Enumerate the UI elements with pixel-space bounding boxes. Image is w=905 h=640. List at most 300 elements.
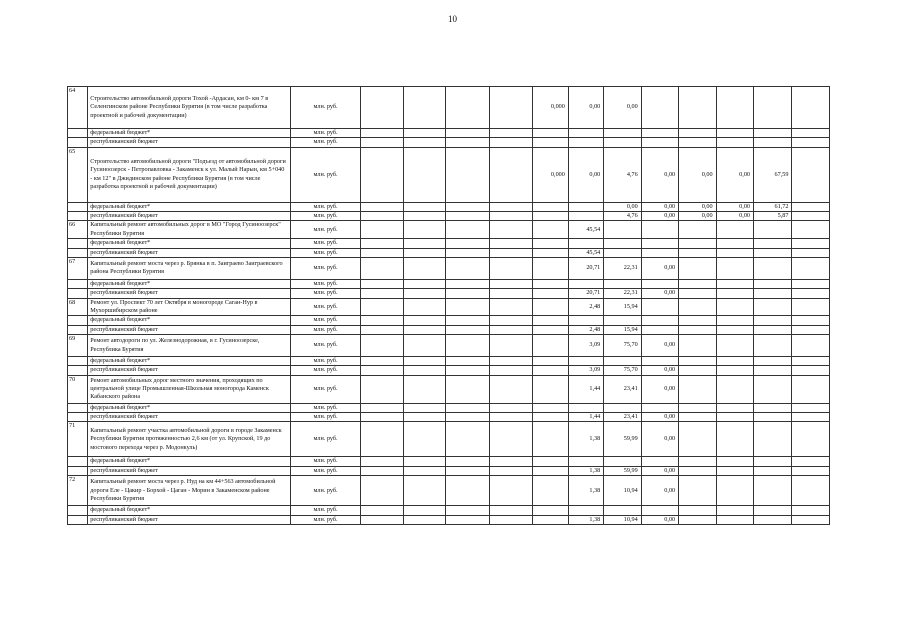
value-cell <box>446 466 490 475</box>
value-cell <box>361 316 404 325</box>
value-cell <box>361 147 404 202</box>
table-row-budget-line <box>68 413 830 422</box>
value-cell <box>679 357 716 366</box>
value-cell: 1,38 <box>568 422 603 457</box>
value-cell: 0,00 <box>641 289 678 298</box>
table-row-budget-line <box>68 515 830 524</box>
value-cell <box>679 422 716 457</box>
value-cell <box>533 335 568 357</box>
value-cell <box>361 221 404 239</box>
value-cell <box>754 325 792 334</box>
value-cell <box>489 138 533 147</box>
value-cell <box>716 87 753 129</box>
table-row-item <box>68 476 830 506</box>
value-cell: 3,09 <box>568 335 603 357</box>
value-cell <box>641 129 678 138</box>
value-cell <box>754 239 792 248</box>
value-cell <box>716 506 753 515</box>
value-cell <box>604 138 641 147</box>
value-cell <box>533 476 568 506</box>
row-unit: млн. руб. <box>290 403 361 412</box>
value-cell: 4,76 <box>604 212 641 221</box>
row-number <box>68 506 88 515</box>
value-cell <box>754 87 792 129</box>
value-cell <box>446 403 490 412</box>
value-cell <box>679 366 716 375</box>
row-name: федеральный бюджет* <box>88 357 290 366</box>
value-cell <box>446 221 490 239</box>
value-cell <box>403 212 446 221</box>
value-cell <box>754 375 792 403</box>
value-cell <box>446 457 490 466</box>
value-cell <box>754 298 792 316</box>
value-cell <box>604 279 641 288</box>
value-cell: 0,00 <box>641 202 678 211</box>
value-cell <box>446 147 490 202</box>
value-cell: 59,99 <box>604 466 641 475</box>
table-row-budget-line <box>68 506 830 515</box>
value-cell <box>533 515 568 524</box>
value-cell <box>792 221 830 239</box>
value-cell: 1,44 <box>568 413 603 422</box>
value-cell <box>533 202 568 211</box>
table-row-budget-line <box>68 316 830 325</box>
value-cell: 1,38 <box>568 466 603 475</box>
value-cell <box>446 335 490 357</box>
value-cell <box>716 366 753 375</box>
value-cell <box>489 466 533 475</box>
row-number <box>68 413 88 422</box>
value-cell <box>754 138 792 147</box>
value-cell <box>403 515 446 524</box>
value-cell <box>403 87 446 129</box>
value-cell <box>489 298 533 316</box>
table-row-item <box>68 422 830 457</box>
value-cell <box>679 316 716 325</box>
row-unit: млн. руб. <box>290 221 361 239</box>
row-number <box>68 202 88 211</box>
value-cell <box>716 357 753 366</box>
table-row-item <box>68 375 830 403</box>
value-cell <box>792 298 830 316</box>
value-cell: 61,72 <box>754 202 792 211</box>
value-cell <box>792 147 830 202</box>
value-cell: 15,94 <box>604 298 641 316</box>
value-cell <box>403 422 446 457</box>
value-cell: 2,48 <box>568 325 603 334</box>
row-unit: млн. руб. <box>290 138 361 147</box>
table-row-item <box>68 87 830 129</box>
value-cell <box>679 413 716 422</box>
row-unit: млн. руб. <box>290 466 361 475</box>
value-cell <box>754 279 792 288</box>
value-cell <box>403 202 446 211</box>
value-cell <box>568 357 603 366</box>
value-cell <box>361 413 404 422</box>
value-cell <box>403 366 446 375</box>
value-cell <box>568 212 603 221</box>
row-number <box>68 466 88 475</box>
value-cell <box>403 357 446 366</box>
value-cell <box>716 476 753 506</box>
row-number <box>68 212 88 221</box>
table-row-item <box>68 257 830 279</box>
value-cell <box>361 375 404 403</box>
value-cell <box>361 279 404 288</box>
value-cell <box>489 279 533 288</box>
table-row-budget-line <box>68 202 830 211</box>
value-cell <box>792 138 830 147</box>
value-cell <box>792 87 830 129</box>
value-cell: 0,00 <box>679 202 716 211</box>
row-unit: млн. руб. <box>290 457 361 466</box>
row-unit: млн. руб. <box>290 279 361 288</box>
value-cell <box>679 515 716 524</box>
value-cell <box>568 457 603 466</box>
row-unit: млн. руб. <box>290 413 361 422</box>
value-cell <box>361 466 404 475</box>
value-cell <box>533 129 568 138</box>
value-cell <box>754 129 792 138</box>
row-number <box>68 325 88 334</box>
value-cell: 5,87 <box>754 212 792 221</box>
value-cell: 0,00 <box>716 147 753 202</box>
value-cell <box>446 138 490 147</box>
row-name: федеральный бюджет* <box>88 202 290 211</box>
row-name: федеральный бюджет* <box>88 129 290 138</box>
row-name: Ремонт автодороги по ул. Железнодорожная, в г. Гусиноозерске, Республика Бурятия <box>88 335 290 357</box>
value-cell: 23,41 <box>604 375 641 403</box>
value-cell <box>403 325 446 334</box>
table-row-budget-line <box>68 325 830 334</box>
value-cell <box>716 403 753 412</box>
row-name: республиканский бюджет <box>88 212 290 221</box>
value-cell <box>604 248 641 257</box>
value-cell <box>792 202 830 211</box>
value-cell <box>792 289 830 298</box>
value-cell <box>754 335 792 357</box>
value-cell <box>489 506 533 515</box>
row-number <box>68 357 88 366</box>
row-number <box>68 457 88 466</box>
value-cell <box>754 515 792 524</box>
row-number <box>68 279 88 288</box>
value-cell <box>754 357 792 366</box>
value-cell <box>489 87 533 129</box>
table-row-budget-line <box>68 403 830 412</box>
value-cell <box>361 366 404 375</box>
value-cell <box>403 298 446 316</box>
value-cell <box>716 375 753 403</box>
value-cell: 0,00 <box>641 257 678 279</box>
row-number: 66 <box>68 221 88 239</box>
value-cell <box>446 476 490 506</box>
value-cell <box>604 506 641 515</box>
value-cell: 10,94 <box>604 476 641 506</box>
value-cell <box>716 221 753 239</box>
value-cell <box>489 403 533 412</box>
value-cell <box>403 476 446 506</box>
value-cell: 0,00 <box>641 212 678 221</box>
value-cell <box>361 138 404 147</box>
row-name: федеральный бюджет* <box>88 457 290 466</box>
value-cell <box>792 506 830 515</box>
value-cell <box>361 357 404 366</box>
value-cell <box>754 366 792 375</box>
value-cell <box>361 202 404 211</box>
row-name: республиканский бюджет <box>88 138 290 147</box>
value-cell <box>361 212 404 221</box>
value-cell <box>403 403 446 412</box>
row-number <box>68 248 88 257</box>
value-cell <box>533 413 568 422</box>
value-cell <box>716 515 753 524</box>
value-cell <box>533 375 568 403</box>
value-cell <box>641 357 678 366</box>
value-cell <box>679 476 716 506</box>
row-number: 65 <box>68 147 88 202</box>
value-cell: 75,70 <box>604 366 641 375</box>
value-cell: 0,000 <box>533 87 568 129</box>
value-cell <box>361 422 404 457</box>
row-number <box>68 515 88 524</box>
value-cell <box>446 366 490 375</box>
value-cell <box>403 239 446 248</box>
value-cell <box>641 457 678 466</box>
value-cell <box>403 335 446 357</box>
value-cell <box>679 375 716 403</box>
row-number: 70 <box>68 375 88 403</box>
value-cell <box>446 316 490 325</box>
row-name: федеральный бюджет* <box>88 279 290 288</box>
row-number <box>68 129 88 138</box>
row-name: Строительство автомобильной дороги "Подъезд от автомобильной дороги Гусиноозерск - Петропавловка - Закаменск к ул. Малый Нарын, км 5+040 - км 12" в Джидинском районе Республики Бурятия (в том числе разработка проектной и рабочей документации) <box>88 147 290 202</box>
row-name: Капитальный ремонт автомобильных дорог в МО "Город Гусиноозерск" Республики Бурятия <box>88 221 290 239</box>
value-cell <box>754 289 792 298</box>
table-row-budget-line <box>68 366 830 375</box>
row-name: Капитальный ремонт участка автомобильной дороги в городе Закаменск Республики Бурятия протяженностью 2,6 км (от ул. Крупской, 19 до мостового перехода через р. Модонкуль) <box>88 422 290 457</box>
value-cell: 10,94 <box>604 515 641 524</box>
value-cell <box>792 335 830 357</box>
row-unit: млн. руб. <box>290 248 361 257</box>
value-cell: 0,00 <box>641 375 678 403</box>
value-cell <box>489 357 533 366</box>
value-cell <box>716 457 753 466</box>
row-unit: млн. руб. <box>290 476 361 506</box>
value-cell <box>679 298 716 316</box>
value-cell <box>446 413 490 422</box>
value-cell <box>641 221 678 239</box>
row-unit: млн. руб. <box>290 316 361 325</box>
value-cell <box>792 515 830 524</box>
value-cell <box>716 248 753 257</box>
row-unit: млн. руб. <box>290 357 361 366</box>
row-unit: млн. руб. <box>290 515 361 524</box>
value-cell <box>489 147 533 202</box>
value-cell <box>792 212 830 221</box>
row-name: республиканский бюджет <box>88 325 290 334</box>
value-cell <box>792 422 830 457</box>
value-cell <box>679 279 716 288</box>
value-cell <box>403 221 446 239</box>
row-name: федеральный бюджет* <box>88 316 290 325</box>
value-cell <box>446 239 490 248</box>
table-row-item <box>68 298 830 316</box>
value-cell <box>403 316 446 325</box>
value-cell <box>792 248 830 257</box>
value-cell <box>533 298 568 316</box>
value-cell <box>361 87 404 129</box>
value-cell <box>361 248 404 257</box>
value-cell: 0,00 <box>568 147 603 202</box>
value-cell <box>533 239 568 248</box>
value-cell <box>403 257 446 279</box>
value-cell <box>716 129 753 138</box>
value-cell <box>533 422 568 457</box>
value-cell <box>533 466 568 475</box>
value-cell: 3,09 <box>568 366 603 375</box>
row-name: республиканский бюджет <box>88 515 290 524</box>
value-cell <box>403 248 446 257</box>
table-row-budget-line <box>68 279 830 288</box>
value-cell <box>489 248 533 257</box>
value-cell <box>489 316 533 325</box>
value-cell <box>641 239 678 248</box>
value-cell <box>533 257 568 279</box>
value-cell <box>604 129 641 138</box>
value-cell <box>792 476 830 506</box>
value-cell <box>792 239 830 248</box>
value-cell <box>489 239 533 248</box>
value-cell <box>361 239 404 248</box>
value-cell <box>361 298 404 316</box>
value-cell: 22,31 <box>604 257 641 279</box>
table-row-budget-line <box>68 129 830 138</box>
value-cell <box>361 335 404 357</box>
value-cell <box>716 422 753 457</box>
value-cell <box>568 279 603 288</box>
row-name: федеральный бюджет* <box>88 506 290 515</box>
value-cell <box>533 457 568 466</box>
value-cell <box>679 239 716 248</box>
value-cell <box>489 457 533 466</box>
value-cell <box>716 298 753 316</box>
value-cell <box>568 316 603 325</box>
value-cell <box>403 289 446 298</box>
value-cell <box>533 212 568 221</box>
value-cell <box>716 316 753 325</box>
value-cell <box>679 466 716 475</box>
value-cell <box>533 325 568 334</box>
value-cell <box>446 515 490 524</box>
row-name: Капитальный ремонт моста через р. Нуд на км 44+563 автомобильной дороги Еле - Цакир - Борхой - Цаган - Морин в Закаменском районе Республики Бурятия <box>88 476 290 506</box>
value-cell <box>641 316 678 325</box>
value-cell <box>533 248 568 257</box>
value-cell <box>792 257 830 279</box>
budget-table <box>67 86 830 525</box>
value-cell <box>533 289 568 298</box>
value-cell <box>754 413 792 422</box>
value-cell <box>754 403 792 412</box>
value-cell <box>446 422 490 457</box>
value-cell: 0,00 <box>716 212 753 221</box>
row-number: 69 <box>68 335 88 357</box>
value-cell <box>489 221 533 239</box>
value-cell <box>446 289 490 298</box>
value-cell <box>679 289 716 298</box>
value-cell <box>604 239 641 248</box>
row-name: федеральный бюджет* <box>88 403 290 412</box>
value-cell <box>489 413 533 422</box>
value-cell <box>403 129 446 138</box>
value-cell <box>446 212 490 221</box>
value-cell <box>446 325 490 334</box>
row-name: республиканский бюджет <box>88 289 290 298</box>
value-cell: 0,00 <box>679 212 716 221</box>
table-row-item <box>68 221 830 239</box>
value-cell <box>679 257 716 279</box>
value-cell <box>489 335 533 357</box>
value-cell <box>403 457 446 466</box>
value-cell <box>446 248 490 257</box>
row-unit: млн. руб. <box>290 325 361 334</box>
value-cell <box>641 87 678 129</box>
value-cell <box>446 257 490 279</box>
value-cell: 0,00 <box>641 476 678 506</box>
value-cell: 45,54 <box>568 221 603 239</box>
row-name: Ремонт автомобильных дорог местного значения, проходящих по центральной улице Промышленная-Школьная моногорода Каменск Кабанского района <box>88 375 290 403</box>
value-cell <box>361 506 404 515</box>
value-cell <box>716 325 753 334</box>
value-cell <box>792 279 830 288</box>
table-row-budget-line <box>68 357 830 366</box>
value-cell <box>679 87 716 129</box>
value-cell <box>361 257 404 279</box>
value-cell <box>792 129 830 138</box>
row-number <box>68 403 88 412</box>
value-cell <box>361 289 404 298</box>
row-number <box>68 138 88 147</box>
value-cell <box>403 138 446 147</box>
table-row-item <box>68 147 830 202</box>
value-cell <box>641 279 678 288</box>
value-cell <box>641 138 678 147</box>
value-cell <box>679 138 716 147</box>
page-number: 10 <box>448 14 457 24</box>
value-cell <box>533 316 568 325</box>
value-cell: 22,31 <box>604 289 641 298</box>
value-cell <box>533 506 568 515</box>
value-cell <box>446 129 490 138</box>
row-unit: млн. руб. <box>290 298 361 316</box>
value-cell <box>489 515 533 524</box>
value-cell <box>604 221 641 239</box>
value-cell: 20,71 <box>568 289 603 298</box>
value-cell <box>533 138 568 147</box>
value-cell: 0,00 <box>641 147 678 202</box>
row-unit: млн. руб. <box>290 202 361 211</box>
value-cell <box>361 457 404 466</box>
value-cell: 0,00 <box>641 413 678 422</box>
value-cell <box>403 279 446 288</box>
value-cell: 23,41 <box>604 413 641 422</box>
value-cell <box>533 357 568 366</box>
row-unit: млн. руб. <box>290 422 361 457</box>
value-cell <box>641 403 678 412</box>
value-cell <box>604 316 641 325</box>
value-cell <box>792 403 830 412</box>
value-cell <box>754 257 792 279</box>
